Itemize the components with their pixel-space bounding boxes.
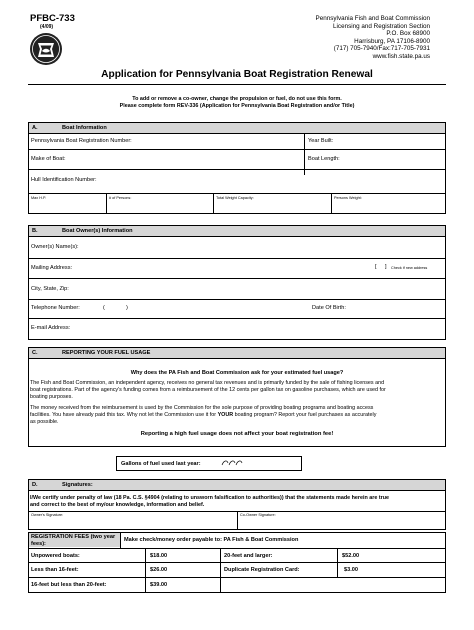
fee-16to20-label: 16-feet but less than 20-feet: <box>31 582 107 588</box>
fuel-paragraph-1-line-3: boating purposes. <box>30 393 73 400</box>
agency-name: Pennsylvania Fish and Boat Commission <box>315 15 430 22</box>
fee-under16-amount: $26.00 <box>150 567 168 573</box>
section-c-rule-1 <box>28 358 446 359</box>
agency-section: Licensing and Registration Section <box>333 22 430 30</box>
hin-label: Hull Identification Number: <box>31 177 97 183</box>
make-field[interactable] <box>80 152 300 166</box>
coowner-signature-field[interactable] <box>239 518 444 529</box>
fuel-paragraph-2-line-2 <box>30 412 444 419</box>
agency-phone: (717) 705-7940/Fax:717-705-7931 <box>333 45 430 53</box>
fees-divider-2 <box>220 548 221 593</box>
fuel-paragraph-2 <box>30 405 444 426</box>
certification-text <box>30 495 444 509</box>
city-state-zip-label: City, State, Zip: <box>31 286 69 292</box>
mailing-address-field[interactable] <box>82 261 372 275</box>
fuel-paragraph-1 <box>30 380 444 401</box>
boat-length-field[interactable] <box>346 152 444 166</box>
max-hp-field[interactable] <box>30 201 105 213</box>
section-a-rule-1 <box>28 133 446 134</box>
persons-label: # of Persons: <box>109 196 132 200</box>
section-b-rule-3 <box>28 278 446 279</box>
notice-line-2: Please complete form REV-336 (Application for Pennsylvania Boat Registration and/or Title) <box>119 103 355 109</box>
section-b-rule-2 <box>28 258 446 259</box>
section-c-letter: C. <box>32 350 38 356</box>
payable-to: Make check/money order payable to: PA Fish & Boat Commission <box>124 537 299 543</box>
section-a-divider-3 <box>213 193 214 214</box>
dob-label: Date Of Birth: <box>312 305 346 311</box>
dob-field[interactable] <box>352 302 444 314</box>
owner-signature-field[interactable] <box>30 518 235 529</box>
fee-duplicate-label: Duplicate Registration Card: <box>224 567 300 573</box>
max-hp-label: Max H.P. <box>31 196 47 200</box>
fuel-question: Why does the PA Fish and Boat Commission ask for your estimated fuel usage? <box>130 370 344 376</box>
fuel-statement: Reporting a high fuel usage does not affect your boat registration fee! <box>140 431 334 437</box>
email-label: E-mail Address: <box>31 325 71 331</box>
fee-unpowered-amount: $18.00 <box>150 553 168 559</box>
email-field[interactable] <box>76 321 444 335</box>
certification-line-2: and correct to the best of my/our knowledge, information and belief. <box>30 501 205 508</box>
fuel-paragraph-2-line-1: The money received from the reimbursement is used by the Commission for the sole purpose of providing boating programs and boating access <box>30 405 374 411</box>
section-a-rule-2 <box>28 149 446 150</box>
weight-capacity-label: Total Weight Capacity: <box>216 196 254 200</box>
page-title: Application for Pennsylvania Boat Registration Renewal <box>101 69 373 80</box>
persons-field[interactable] <box>108 201 212 213</box>
year-built-field[interactable] <box>340 135 444 146</box>
weight-capacity-field[interactable] <box>215 201 330 213</box>
section-b-letter: B. <box>32 228 38 234</box>
section-b-title: Boat Owner(s) Information <box>62 228 133 234</box>
section-d-rule-1 <box>28 490 446 491</box>
section-b-rule-1 <box>28 236 446 237</box>
telephone-label: Telephone Number: <box>31 305 80 311</box>
fees-title: REGISTRATION FEES (two year fees): <box>31 534 116 547</box>
section-a-divider-4 <box>331 193 332 214</box>
phone-area-close: ) <box>126 305 128 311</box>
section-d-letter: D. <box>32 482 38 488</box>
fuel-paragraph-2-line-2-a: facilities. You have already paid this tax. Why not let the Commission use it for <box>30 411 218 418</box>
notice-line-1: To add or remove a co-owner, change the propulsion or fuel, do not use this form. <box>132 96 342 102</box>
owner-names-label: Owner(s) Name(s): <box>31 244 79 250</box>
fees-rule-3 <box>28 577 446 578</box>
fees-divider-1 <box>145 548 146 593</box>
gallons-field[interactable] <box>248 458 300 469</box>
fees-title-divider <box>120 532 121 548</box>
registration-number-label: Pennsylvania Boat Registration Number: <box>31 138 132 144</box>
section-b-rule-5 <box>28 318 446 319</box>
fees-rule-2 <box>28 562 446 563</box>
fees-divider-3 <box>337 548 338 578</box>
owner-names-field[interactable] <box>90 240 444 254</box>
section-a-title: Boat Information <box>62 125 107 131</box>
title-divider <box>28 84 446 85</box>
section-b-rule-4 <box>28 299 446 300</box>
form-number: PFBC-733 <box>30 13 75 24</box>
fee-unpowered-label: Unpowered boats: <box>31 553 80 559</box>
section-c-title: REPORTING YOUR FUEL USAGE <box>62 350 151 356</box>
boat-length-label: Boat Length: <box>308 156 340 162</box>
keystone-seal-icon <box>29 32 63 66</box>
check-bracket-open: [ <box>375 264 377 270</box>
persons-weight-label: Persons Weight: <box>334 196 362 200</box>
agency-po-box: P.O. Box 68900 <box>386 30 430 38</box>
owner-signature-label: Owner's Signature: <box>31 513 64 517</box>
coowner-signature-label: Co-Owner Signature: <box>240 513 276 517</box>
fuel-paragraph-2-line-2-c: boating program? Report your fuel purchases as accurately <box>233 411 377 418</box>
agency-website: www.fish.state.pa.us <box>372 52 430 60</box>
fuel-paragraph-2-line-3: as possible. <box>30 418 59 425</box>
mailing-address-label: Mailing Address: <box>31 265 73 271</box>
new-address-label: Check if new address <box>391 266 428 270</box>
fee-under16-label: Less than 16-feet: <box>31 567 79 573</box>
gallons-label: Gallons of fuel used last year: <box>121 461 201 467</box>
fee-20ft-amount: $52.00 <box>342 553 360 559</box>
agency-address-block <box>316 15 430 61</box>
section-d-divider <box>237 511 238 530</box>
section-a-letter: A. <box>32 125 38 131</box>
year-built-label: Year Built: <box>308 138 334 144</box>
fee-20ft-label: 20-feet and larger: <box>224 553 273 559</box>
form-revision-date: (4/09) <box>40 24 54 30</box>
phone-area-open: ( <box>103 305 105 311</box>
fees-rule-1 <box>28 548 446 549</box>
persons-weight-field[interactable] <box>333 201 444 213</box>
hin-field[interactable] <box>110 173 440 187</box>
make-label: Make of Boat: <box>31 156 66 162</box>
check-bracket-close: ] <box>385 264 387 270</box>
fuel-paragraph-1-line-2: boat registrations. Part of the agency's funding comes from a reimbursement of the 12 cents per gallon tax on gasoline purchases, which are used for <box>30 386 386 393</box>
notice-text <box>0 96 474 110</box>
certification-line-1: I/We certify under penalty of law (18 Pa. C.S. §4904 (relating to unsworn falsification to authorities)) that the statements made herein are true <box>30 495 390 501</box>
fuel-paragraph-2-emphasis: YOUR <box>217 411 234 418</box>
fuel-paragraph-1-line-1: The Fish and Boat Commission, an independent agency, receives no general tax revenues and is primarily funded by the sale of fishing licenses and <box>30 380 385 386</box>
section-a-divider-2 <box>106 193 107 214</box>
city-state-zip-field[interactable] <box>80 282 444 296</box>
section-a-rule-3 <box>28 169 446 170</box>
telephone-field[interactable] <box>106 302 296 314</box>
fuel-pump-icon <box>220 458 246 467</box>
fee-16to20-amount: $39.00 <box>150 582 168 588</box>
agency-city: Harrisburg, PA 17106-8900 <box>354 37 430 45</box>
section-d-title: Signatures: <box>62 482 93 488</box>
fee-duplicate-amount: $3.00 <box>344 567 358 573</box>
section-a-rule-4 <box>28 193 446 194</box>
registration-number-field[interactable] <box>160 135 300 146</box>
